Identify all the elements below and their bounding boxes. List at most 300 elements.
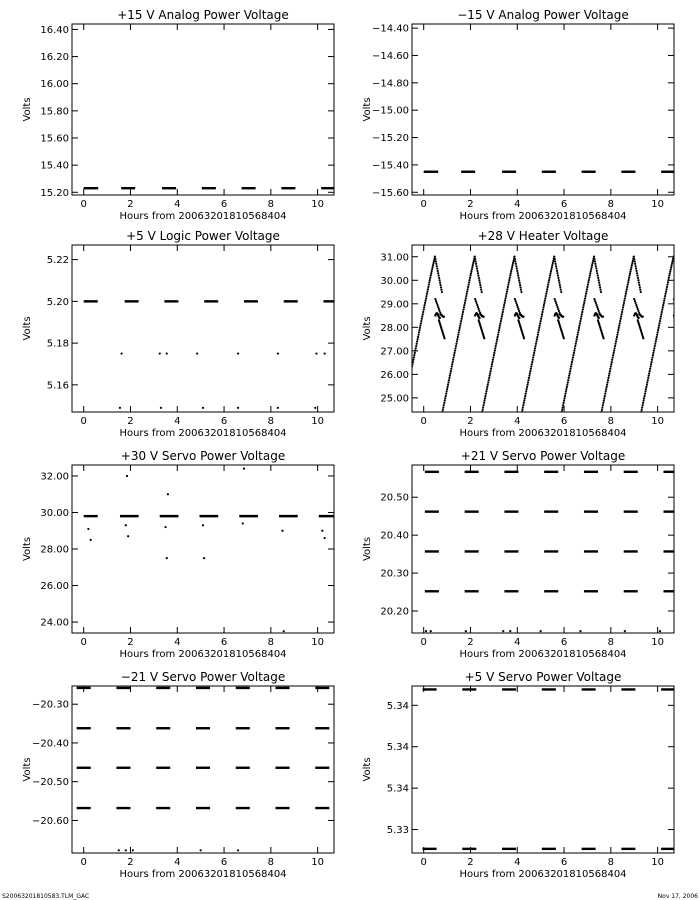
x-tick-label: 0 xyxy=(80,857,87,868)
data-point xyxy=(429,279,431,281)
data-point xyxy=(561,411,563,413)
data-point xyxy=(653,347,655,349)
data-point xyxy=(538,329,540,331)
data-point xyxy=(580,315,582,317)
data-point xyxy=(482,409,484,411)
data-point xyxy=(668,277,670,279)
data-point xyxy=(521,411,523,413)
data-point xyxy=(638,312,640,314)
data-point xyxy=(593,298,595,300)
data-point xyxy=(573,352,575,354)
data-point xyxy=(655,338,657,340)
y-tick-label: 15.60 xyxy=(40,133,69,145)
data-point xyxy=(572,356,574,358)
data-point xyxy=(466,290,468,292)
data-point xyxy=(196,352,198,354)
data-point xyxy=(428,284,430,286)
x-tick-label: 4 xyxy=(174,637,181,648)
data-point xyxy=(461,315,463,317)
data-point xyxy=(200,849,202,851)
data-point xyxy=(650,365,652,367)
data-point xyxy=(591,262,593,264)
data-point xyxy=(643,395,645,397)
data-point xyxy=(463,306,465,308)
data-point xyxy=(463,304,465,306)
data-point xyxy=(487,384,489,386)
data-point xyxy=(650,363,652,365)
data-point xyxy=(439,310,441,312)
data-point xyxy=(590,270,592,272)
x-axis-label: Hours from 20063201810568404 xyxy=(459,211,627,222)
data-point xyxy=(523,337,525,339)
data-point xyxy=(472,264,474,266)
data-point xyxy=(637,277,639,279)
data-point xyxy=(425,295,427,297)
data-point xyxy=(625,290,627,292)
data-point xyxy=(470,270,472,272)
data-point xyxy=(506,288,508,290)
data-point xyxy=(471,266,473,268)
data-point xyxy=(603,397,605,399)
data-point xyxy=(576,336,578,338)
y-axis-label: Volts xyxy=(362,757,373,782)
y-tick-label: −14.80 xyxy=(371,78,409,90)
data-point xyxy=(674,312,676,314)
data-point xyxy=(531,363,533,365)
data-point xyxy=(516,267,518,269)
data-point xyxy=(439,279,441,281)
data-point xyxy=(558,310,560,312)
data-point xyxy=(504,299,506,301)
data-point xyxy=(612,354,614,356)
data-point xyxy=(645,388,647,390)
data-point xyxy=(660,315,662,317)
data-point xyxy=(475,302,477,304)
data-point xyxy=(599,314,601,316)
chart-panel-6 xyxy=(362,449,678,660)
data-point xyxy=(558,317,560,319)
data-point xyxy=(321,530,323,532)
data-point xyxy=(613,347,615,349)
x-tick-label: 8 xyxy=(267,416,275,427)
x-tick-label: 8 xyxy=(267,199,275,210)
data-point xyxy=(604,393,606,395)
data-point xyxy=(682,336,684,338)
data-point xyxy=(612,356,614,358)
data-point xyxy=(555,267,557,269)
data-point xyxy=(515,302,517,304)
data-point xyxy=(436,267,438,269)
data-point xyxy=(599,284,601,286)
data-point xyxy=(551,266,553,268)
y-tick-label: −20.60 xyxy=(31,815,69,827)
data-point xyxy=(529,370,531,372)
data-point xyxy=(597,308,599,310)
data-point xyxy=(445,395,447,397)
data-marks xyxy=(84,468,338,633)
data-point xyxy=(620,318,622,320)
data-point xyxy=(515,300,517,302)
data-point xyxy=(132,849,134,851)
data-point xyxy=(434,298,436,300)
data-point xyxy=(438,274,440,276)
x-tick-label: 4 xyxy=(514,199,521,210)
y-axis-label: Volts xyxy=(22,757,33,782)
x-tick-label: 0 xyxy=(80,637,87,648)
data-point xyxy=(500,320,502,322)
data-point xyxy=(440,314,442,316)
data-point xyxy=(617,329,619,331)
data-point xyxy=(523,402,525,404)
data-point xyxy=(434,256,436,258)
data-point xyxy=(456,338,458,340)
chart-title: −21 V Servo Power Voltage xyxy=(120,670,286,684)
data-point xyxy=(530,368,532,370)
data-point xyxy=(619,322,621,324)
data-point xyxy=(243,468,245,470)
data-point xyxy=(546,290,548,292)
data-point xyxy=(492,359,494,361)
data-point xyxy=(677,316,679,318)
y-tick-label: 20.30 xyxy=(380,568,409,580)
data-point xyxy=(514,298,516,300)
data-point xyxy=(648,372,650,374)
data-point xyxy=(120,352,122,354)
x-tick-label: 6 xyxy=(560,416,568,427)
data-point xyxy=(424,299,426,301)
x-tick-label: 4 xyxy=(174,416,181,427)
data-point xyxy=(598,317,600,319)
data-point xyxy=(450,370,452,372)
data-point xyxy=(681,316,683,318)
data-marks xyxy=(84,301,338,409)
data-point xyxy=(665,290,667,292)
data-point xyxy=(628,277,630,279)
data-point xyxy=(548,277,550,279)
data-point xyxy=(570,365,572,367)
data-point xyxy=(493,354,495,356)
data-point xyxy=(439,317,441,319)
data-point xyxy=(455,343,457,345)
data-point xyxy=(654,345,656,347)
data-point xyxy=(488,379,490,381)
data-point xyxy=(679,328,681,330)
data-point xyxy=(447,381,449,383)
data-point xyxy=(676,314,678,316)
data-point xyxy=(489,372,491,374)
data-point xyxy=(554,258,556,260)
data-point xyxy=(536,338,538,340)
data-point xyxy=(453,352,455,354)
data-point xyxy=(581,311,583,313)
data-point xyxy=(481,411,483,413)
data-point xyxy=(658,324,660,326)
data-point xyxy=(436,302,438,304)
data-point xyxy=(504,302,506,304)
y-tick-label: 27.00 xyxy=(380,346,409,358)
data-point xyxy=(446,386,448,388)
data-point xyxy=(667,281,669,283)
data-point xyxy=(613,352,615,354)
data-point xyxy=(512,262,514,264)
data-point xyxy=(682,337,684,339)
data-point xyxy=(584,297,586,299)
y-axis-label: Volts xyxy=(22,316,33,341)
data-point xyxy=(458,329,460,331)
data-point xyxy=(483,337,485,339)
data-point xyxy=(557,274,559,276)
y-tick-label: −14.60 xyxy=(371,50,409,62)
data-point xyxy=(662,306,664,308)
data-point xyxy=(452,361,454,363)
data-point xyxy=(616,334,618,336)
footer-right-date: Nov 17, 2006 xyxy=(657,893,698,900)
x-tick-label: 8 xyxy=(607,857,615,868)
data-point xyxy=(628,279,630,281)
data-point xyxy=(479,312,481,314)
chart-title: +15 V Analog Power Voltage xyxy=(117,8,289,22)
data-point xyxy=(564,395,566,397)
data-point xyxy=(562,402,564,404)
data-point xyxy=(528,377,530,379)
x-axis-label: Hours from 20063201810568404 xyxy=(119,211,287,222)
data-point xyxy=(511,268,513,270)
data-point xyxy=(594,300,596,302)
data-point xyxy=(631,262,633,264)
y-tick-label: 26.00 xyxy=(40,581,69,593)
data-point xyxy=(640,411,642,413)
plot-frame xyxy=(412,245,674,412)
data-point xyxy=(554,300,556,302)
data-point xyxy=(659,320,661,322)
data-point xyxy=(540,320,542,322)
data-point xyxy=(456,340,458,342)
data-point xyxy=(409,375,411,377)
plot-frame xyxy=(412,686,674,853)
data-point xyxy=(675,267,677,269)
x-tick-label: 8 xyxy=(267,857,275,868)
data-point xyxy=(641,406,643,408)
data-point xyxy=(671,260,673,262)
data-point xyxy=(422,311,424,313)
data-point xyxy=(568,375,570,377)
data-point xyxy=(554,298,556,300)
data-point xyxy=(413,354,415,356)
y-tick-label: 5.16 xyxy=(46,380,69,392)
data-point xyxy=(614,345,616,347)
data-point xyxy=(621,313,623,315)
data-point xyxy=(651,359,653,361)
data-point xyxy=(653,350,655,352)
y-tick-label: −14.40 xyxy=(371,23,409,35)
data-point xyxy=(670,266,672,268)
data-point xyxy=(437,272,439,274)
data-point xyxy=(655,340,657,342)
data-point xyxy=(670,268,672,270)
data-point xyxy=(438,277,440,279)
data-point xyxy=(595,304,597,306)
data-point xyxy=(509,630,511,632)
data-point xyxy=(542,309,544,311)
y-tick-label: 28.00 xyxy=(380,322,409,334)
data-point xyxy=(166,557,168,559)
y-tick-label: 5.34 xyxy=(386,783,409,795)
data-point xyxy=(490,370,492,372)
data-point xyxy=(679,314,681,316)
data-point xyxy=(494,347,496,349)
data-point xyxy=(578,324,580,326)
data-point xyxy=(635,267,637,269)
data-point xyxy=(498,327,500,329)
data-point xyxy=(600,411,602,413)
data-point xyxy=(475,260,477,262)
data-point xyxy=(622,306,624,308)
data-point xyxy=(569,372,571,374)
y-axis-label: Volts xyxy=(22,536,33,562)
y-tick-label: −15.20 xyxy=(371,133,409,145)
data-point xyxy=(583,304,585,306)
data-point xyxy=(593,256,595,258)
data-point xyxy=(505,293,507,295)
data-point xyxy=(483,316,485,318)
data-point xyxy=(459,327,461,329)
data-point xyxy=(516,270,518,272)
data-point xyxy=(526,386,528,388)
data-point xyxy=(536,336,538,338)
data-point xyxy=(606,384,608,386)
data-point xyxy=(446,390,448,392)
data-point xyxy=(662,304,664,306)
data-point xyxy=(402,406,404,408)
data-point xyxy=(501,315,503,317)
data-point xyxy=(460,318,462,320)
y-tick-label: 20.20 xyxy=(380,606,409,618)
data-point xyxy=(533,350,535,352)
data-point xyxy=(540,630,542,632)
data-point xyxy=(127,535,129,537)
y-tick-label: 26.00 xyxy=(380,369,409,381)
data-point xyxy=(552,262,554,264)
data-point xyxy=(480,314,482,316)
data-point xyxy=(643,397,645,399)
data-point xyxy=(87,528,89,530)
data-point xyxy=(417,336,419,338)
data-point xyxy=(636,274,638,276)
data-point xyxy=(524,397,526,399)
data-point xyxy=(589,274,591,276)
data-point xyxy=(462,311,464,313)
data-point xyxy=(678,282,680,284)
data-point xyxy=(557,277,559,279)
x-tick-label: 2 xyxy=(467,199,474,210)
data-point xyxy=(657,331,659,333)
data-point xyxy=(661,309,663,311)
data-point xyxy=(577,334,579,336)
data-point xyxy=(537,334,539,336)
y-tick-label: −20.30 xyxy=(31,699,69,711)
data-point xyxy=(480,289,482,291)
data-point xyxy=(556,272,558,274)
data-point xyxy=(673,298,675,300)
chart-panel-2 xyxy=(362,8,675,222)
data-point xyxy=(518,317,520,319)
data-point xyxy=(624,630,626,632)
data-point xyxy=(482,406,484,408)
data-point xyxy=(595,302,597,304)
data-point xyxy=(461,313,463,315)
data-point xyxy=(476,270,478,272)
data-point xyxy=(496,338,498,340)
data-point xyxy=(167,493,169,495)
data-point xyxy=(517,306,519,308)
data-point xyxy=(237,352,239,354)
data-point xyxy=(657,329,659,331)
data-point xyxy=(513,256,515,258)
data-point xyxy=(419,324,421,326)
data-point xyxy=(649,370,651,372)
data-point xyxy=(479,317,481,319)
data-point xyxy=(430,272,432,274)
y-tick-label: −15.40 xyxy=(371,160,409,172)
data-point xyxy=(639,314,641,316)
data-point xyxy=(624,295,626,297)
data-point xyxy=(556,304,558,306)
data-point xyxy=(541,313,543,315)
x-axis-label: Hours from 20063201810568404 xyxy=(119,869,287,880)
data-point xyxy=(469,274,471,276)
data-point xyxy=(511,264,513,266)
data-point xyxy=(627,284,629,286)
data-point xyxy=(614,343,616,345)
data-point xyxy=(592,260,594,262)
data-point xyxy=(639,289,641,291)
data-point xyxy=(557,308,559,310)
data-point xyxy=(579,322,581,324)
data-point xyxy=(433,260,435,262)
data-point xyxy=(541,311,543,313)
data-point xyxy=(500,318,502,320)
data-point xyxy=(469,277,471,279)
data-point xyxy=(478,310,480,312)
data-point xyxy=(676,274,678,276)
y-axis-label: Volts xyxy=(362,316,373,341)
data-point xyxy=(503,306,505,308)
data-point xyxy=(517,308,519,310)
data-point xyxy=(560,291,562,293)
data-point xyxy=(281,530,283,532)
data-point xyxy=(563,397,565,399)
data-point xyxy=(548,281,550,283)
x-axis-label: Hours from 20063201810568404 xyxy=(119,649,287,660)
data-point xyxy=(454,347,456,349)
data-point xyxy=(497,336,499,338)
data-point xyxy=(510,272,512,274)
data-point xyxy=(573,350,575,352)
y-tick-label: 16.00 xyxy=(40,79,69,91)
data-point xyxy=(202,407,204,409)
plot-frame xyxy=(412,24,674,195)
data-marks xyxy=(77,688,330,851)
x-tick-label: 0 xyxy=(420,857,427,868)
data-point xyxy=(488,377,490,379)
data-point xyxy=(610,363,612,365)
y-tick-label: 20.50 xyxy=(380,492,409,504)
data-point xyxy=(283,630,285,632)
data-point xyxy=(441,291,443,293)
y-tick-label: 15.20 xyxy=(40,187,69,199)
data-point xyxy=(602,316,604,318)
data-point xyxy=(237,407,239,409)
